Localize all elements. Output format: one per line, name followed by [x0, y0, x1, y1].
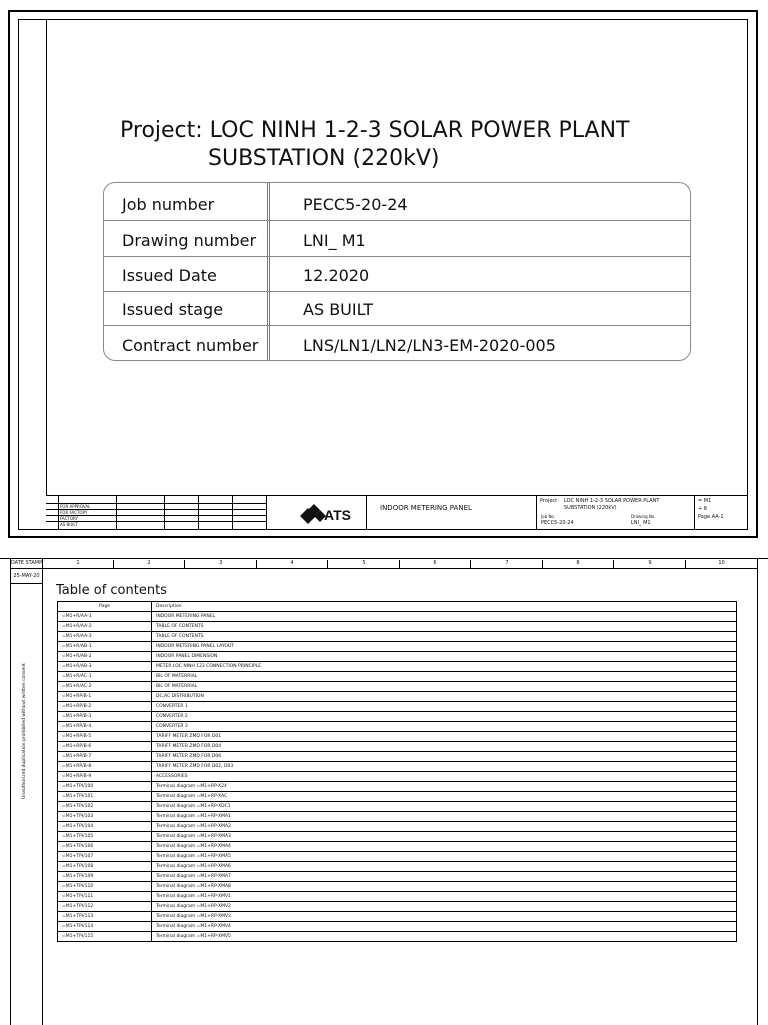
company-name: ATS [324, 507, 351, 523]
revision-row: FOR APPROVAL [60, 504, 91, 509]
toc-description-cell: Terminal diagram =M1+RP-XMA6 [152, 862, 737, 872]
toc-page-cell: =M1+TPI/113 [58, 912, 152, 922]
toc-description-cell: TARIFF METER ZMD FOR D02, D03 [152, 762, 737, 772]
toc-page-cell: =M1+TPI/107 [58, 852, 152, 862]
toc-description-cell: Terminal diagram =M1+RP-XMV5 [152, 932, 737, 942]
info-value: LNS/LN1/LN2/LN3-EM-2020-005 [303, 336, 556, 355]
tb-drawing-no-label: Drawing No. [631, 514, 656, 519]
toc-page-cell: =M1+RP/B-8 [58, 762, 152, 772]
revision-row: AS BUILT [60, 522, 78, 527]
info-value: AS BUILT [303, 300, 374, 319]
table-row [58, 792, 737, 802]
table-row [58, 872, 737, 882]
table-row [58, 622, 737, 632]
toc-description-cell: Terminal diagram =M1+RP-XAC [152, 792, 737, 802]
table-row [58, 822, 737, 832]
toc-page-cell: =M1+TPI/111 [58, 892, 152, 902]
toc-page-cell: =M1+R/AA-1 [58, 612, 152, 622]
toc-page-cell: =M1+RP/B-9 [58, 772, 152, 782]
tb-project-label: Project [540, 498, 558, 504]
tb-job-no-label: Job No. [541, 514, 556, 519]
tb-page: Page AA-1 [698, 514, 724, 520]
toc-description-cell: Terminal diagram =M1+RP-XMA5 [152, 852, 737, 862]
info-label: Job number [122, 195, 215, 214]
info-label: Contract number [122, 336, 259, 355]
toc-page-cell: =M1+R/AA-2 [58, 622, 152, 632]
info-row [104, 290, 690, 326]
date-stamp-value: 25-MAY-20 [10, 573, 43, 584]
table-row [58, 672, 737, 682]
table-row [58, 802, 737, 812]
revision-row: FACTORY [60, 516, 78, 521]
table-row [58, 782, 737, 792]
toc-description-cell: TARIFF METER ZMD FOR D06 [152, 752, 737, 762]
revision-table [46, 496, 266, 530]
ats-logo-icon [298, 502, 358, 526]
toc-page-cell: =M1+RP/B-2 [58, 702, 152, 712]
tb-code1: = M1 [698, 498, 712, 504]
toc-page-cell: =M1+R/AA-3 [58, 632, 152, 642]
toc-table [57, 601, 737, 942]
table-row [58, 932, 737, 942]
table-row [58, 842, 737, 852]
toc-header-description: Description [152, 602, 737, 612]
column-number: 10 [718, 560, 725, 566]
info-label: Drawing number [122, 231, 257, 250]
toc-body [58, 612, 737, 942]
info-row [104, 221, 690, 257]
table-row [58, 852, 737, 862]
tb-code2: + 8 [698, 506, 707, 512]
column-number: 4 [257, 560, 328, 569]
toc-page-cell: =M1+R/AB-1 [58, 642, 152, 652]
toc-description-cell: Terminal diagram =M1+RP-XMA7 [152, 872, 737, 882]
toc-sheet [0, 558, 768, 1024]
toc-description-cell: Terminal diagram =M1+RP-XMV2 [152, 902, 737, 912]
toc-description-cell: CONVERTER 2 [152, 712, 737, 722]
drawing-title: INDOOR METERING PANEL [380, 504, 472, 512]
toc-page-cell: =M1+TPI/101 [58, 792, 152, 802]
info-row [104, 256, 690, 292]
toc-description-cell: Terminal diagram =M1+RP-XMV3 [152, 912, 737, 922]
revision-row: FOR FACTORY [60, 510, 88, 515]
table-row [58, 902, 737, 912]
column-index-header [43, 559, 758, 569]
toc-page-cell: =M1+TPI/104 [58, 822, 152, 832]
toc-page-cell: =M1+TPI/114 [58, 922, 152, 932]
date-stamp-column [10, 559, 43, 1025]
toc-description-cell: BIL OF MATERRIAL [152, 682, 737, 692]
toc-description-cell: Terminal diagram =M1+RP-XMV4 [152, 922, 737, 932]
toc-page-cell: =M1+R/AC-1 [58, 672, 152, 682]
table-row [58, 642, 737, 652]
tb-project-line1: LOC NINH 1-2-3 SOLAR POWER PLANT [564, 498, 660, 504]
toc-page-cell: =M1+RP/B-5 [58, 732, 152, 742]
toc-header-page: Page [58, 602, 152, 612]
column-number: 9 [615, 560, 686, 569]
toc-header-row [58, 602, 737, 612]
toc-description-cell: Terminal diagram =M1+RP-XMA8 [152, 882, 737, 892]
project-info-table [103, 182, 691, 361]
date-stamp-label: DATE STAMP [10, 560, 43, 569]
table-row [58, 682, 737, 692]
toc-description-cell: TARIFF METER ZMD FOR D01 [152, 732, 737, 742]
toc-description-cell: DC,AC DISTRIBUTION [152, 692, 737, 702]
toc-description-cell: TARIFF METER ZMD FOR D04 [152, 742, 737, 752]
table-row [58, 662, 737, 672]
info-label: Issued stage [122, 300, 224, 319]
table-row [58, 752, 737, 762]
toc-page-cell: =M1+TPI/103 [58, 812, 152, 822]
toc-description-cell: Terminal diagram =M1+RP-XDC1 [152, 802, 737, 812]
column-number: 3 [186, 560, 257, 569]
table-row [58, 892, 737, 902]
info-value: 12.2020 [303, 266, 370, 285]
toc-description-cell: TABLE OF CONTENTS [152, 622, 737, 632]
project-title-line1: Project: LOC NINH 1-2-3 SOLAR POWER PLANT [120, 118, 630, 143]
table-row [58, 912, 737, 922]
column-number: 1 [43, 560, 114, 569]
toc-description-cell: METER LOC NINH 123 CONNECTION PRINCIPLE [152, 662, 737, 672]
toc-page-cell: =M1+TPI/112 [58, 902, 152, 912]
toc-page-cell: =M1+TPI/102 [58, 802, 152, 812]
info-row [104, 326, 690, 362]
table-row [58, 812, 737, 822]
project-title-line2: SUBSTATION (220kV) [208, 146, 440, 171]
tb-drawing-no: LNI_ M1 [631, 520, 651, 526]
table-row [58, 712, 737, 722]
toc-page-cell: =M1+R/AC-2 [58, 682, 152, 692]
toc-description-cell: TABLE OF CONTENTS [152, 632, 737, 642]
toc-page-cell: =M1+TPI/100 [58, 782, 152, 792]
table-row [58, 832, 737, 842]
table-row [58, 612, 737, 622]
toc-page-cell: =M1+TPI/105 [58, 832, 152, 842]
table-row [58, 722, 737, 732]
table-row [58, 922, 737, 932]
tb-project-line2: SUBSTATION (220kV) [564, 505, 617, 511]
table-row [58, 862, 737, 872]
toc-description-cell: Terminal diagram =M1+RP-XMA4 [152, 842, 737, 852]
column-number: 6 [400, 560, 471, 569]
toc-description-cell: Terminal diagram =M1+RP-X24 [152, 782, 737, 792]
toc-page-cell: =M1+RP/B-6 [58, 742, 152, 752]
toc-title: Table of contents [56, 583, 167, 598]
toc-page-cell: =M1+TPI/110 [58, 882, 152, 892]
toc-description-cell: BIL OF MATERRIAL [152, 672, 737, 682]
toc-page-cell: =M1+RP/B-7 [58, 752, 152, 762]
toc-description-cell: Terminal diagram =M1+RP-XMV1 [152, 892, 737, 902]
duplication-notice: Unauthorized duplication prohibited without written consent [22, 663, 27, 799]
toc-page-cell: =M1+RP/B-1 [58, 692, 152, 702]
info-row [104, 185, 690, 221]
toc-description-cell: Terminal diagram =M1+RP-XMA3 [152, 832, 737, 842]
column-number: 2 [114, 560, 185, 569]
toc-page-cell: =M1+R/AB-3 [58, 662, 152, 672]
toc-description-cell: INDOOR METERING PANEL [152, 612, 737, 622]
toc-description-cell: CONVERTER 1 [152, 702, 737, 712]
toc-page-cell: =M1+TPI/115 [58, 932, 152, 942]
table-row [58, 652, 737, 662]
toc-description-cell: Terminal diagram =M1+RP-XMA1 [152, 812, 737, 822]
toc-description-cell: CONVERTER 3 [152, 722, 737, 732]
column-number: 8 [543, 560, 614, 569]
table-row [58, 732, 737, 742]
toc-page-cell: =M1+TPI/106 [58, 842, 152, 852]
table-row [58, 702, 737, 712]
table-row [58, 762, 737, 772]
toc-page-cell: =M1+R/AB-2 [58, 652, 152, 662]
table-row [58, 692, 737, 702]
table-row [58, 882, 737, 892]
toc-description-cell: Terminal diagram =M1+RP-XMA2 [152, 822, 737, 832]
info-label: Issued Date [122, 266, 217, 285]
toc-page-cell: =M1+TPI/109 [58, 872, 152, 882]
toc-page-cell: =M1+TPI/108 [58, 862, 152, 872]
toc-page-cell: =M1+RP/B-4 [58, 722, 152, 732]
table-row [58, 632, 737, 642]
info-value: LNI_ M1 [303, 231, 366, 250]
toc-description-cell: INDOOR METERING PANEL LAYOUT [152, 642, 737, 652]
column-number: 7 [472, 560, 543, 569]
toc-description-cell: ACCESSORIES [152, 772, 737, 782]
column-number: 5 [329, 560, 400, 569]
toc-description-cell: INDOOR PANEL DIMENSION [152, 652, 737, 662]
table-row [58, 772, 737, 782]
info-value: PECC5-20-24 [303, 195, 408, 214]
toc-page-cell: =M1+RP/B-3 [58, 712, 152, 722]
table-row [58, 742, 737, 752]
tb-job-no: PECC5-20-24 [541, 520, 574, 526]
